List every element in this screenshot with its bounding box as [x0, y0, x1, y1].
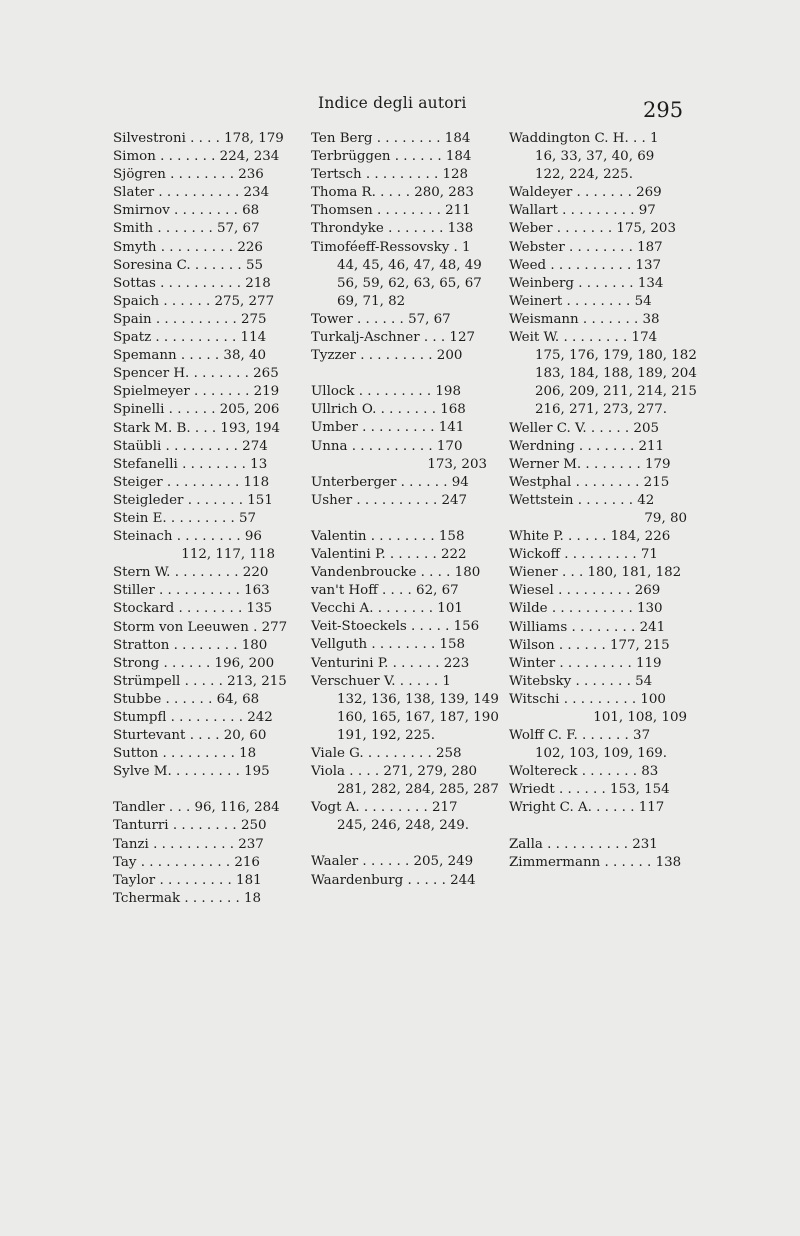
index-entry: Thomsen . . . . . . . . 211 — [311, 203, 471, 219]
index-entry: Viale G. . . . . . . . . 258 — [311, 746, 462, 761]
index-entry: White P. . . . . . 184, 226 — [509, 529, 671, 545]
index-entry: Weller C. V. . . . . . 205 — [509, 420, 659, 436]
index-entry: Weismann . . . . . . . 38 — [509, 311, 660, 327]
index-entry: Silvestroni . . . . 178, 179 — [113, 131, 284, 146]
index-entry: Viola . . . . 271, 279, 280 — [311, 764, 478, 780]
index-entry: Spinelli . . . . . . 205, 206 — [113, 402, 280, 418]
index-entry: Ten Berg . . . . . . . . 184 — [311, 131, 471, 146]
index-entry: van't Hoff . . . . 62, 67 — [311, 583, 459, 599]
index-entry: Stiller . . . . . . . . . . 163 — [113, 583, 270, 599]
index-entry: Ullrich O. . . . . . . . 168 — [311, 402, 466, 418]
index-entry-continuation: 112, 117, 118 — [181, 547, 275, 563]
index-entry: Wilson . . . . . . 177, 215 — [509, 637, 670, 653]
index-entry: Stark M. B. . . . 193, 194 — [113, 420, 281, 436]
index-entry-continuation: 281, 282, 284, 285, 287 — [337, 782, 499, 798]
index-column-1 — [113, 130, 288, 908]
index-entry: Stefanelli . . . . . . . . 13 — [113, 456, 268, 472]
index-entry: Williams . . . . . . . . 241 — [509, 619, 666, 635]
index-entry: Terbrüggen . . . . . . 184 — [311, 149, 472, 165]
index-entry: Wriedt . . . . . . 153, 154 — [509, 782, 670, 798]
index-entry: Ullock . . . . . . . . . 198 — [311, 384, 461, 400]
index-entry: Vellguth . . . . . . . . 158 — [311, 637, 466, 653]
index-entry: Tyzzer . . . . . . . . . 200 — [311, 348, 463, 364]
page-number: 295 — [643, 98, 684, 122]
index-entry: Weit W. . . . . . . . . 174 — [509, 330, 658, 346]
index-entry: Thoma R. . . . . 280, 283 — [311, 185, 474, 201]
index-entry-continuation: 173, 203 — [427, 456, 487, 472]
index-entry-continuation: 245, 246, 248, 249. — [337, 818, 470, 834]
index-entry: Storm von Leeuwen . 277 — [113, 619, 288, 635]
index-entry: Wolff C. F. . . . . . . 37 — [509, 728, 651, 744]
index-entry: Throndyke . . . . . . . 138 — [311, 221, 474, 237]
index-entry: Witebsky . . . . . . . 54 — [509, 673, 653, 689]
index-entry: Wickoff . . . . . . . . . 71 — [509, 547, 658, 563]
index-entry: Sturtevant . . . . 20, 60 — [113, 728, 267, 744]
index-entry: Webster . . . . . . . . 187 — [509, 239, 663, 255]
letter-section-gap — [311, 365, 487, 383]
index-entry: Zalla . . . . . . . . . . 231 — [509, 836, 658, 852]
index-entry: Waldeyer . . . . . . . 269 — [509, 185, 662, 201]
index-entry: Zimmermann . . . . . . 138 — [509, 854, 682, 870]
index-entry: Verschuer V. . . . . . 1 — [311, 673, 451, 689]
index-entry: Waardenburg . . . . . 244 — [311, 872, 476, 888]
letter-section-gap — [311, 835, 487, 853]
index-entry: Steiger . . . . . . . . . 118 — [113, 474, 270, 490]
index-entry: Smyth . . . . . . . . . 226 — [113, 239, 263, 255]
index-entry: Tower . . . . . . 57, 67 — [311, 311, 451, 327]
index-entry: Wright C. A. . . . . . 117 — [509, 800, 665, 816]
index-entry-continuation: 183, 184, 188, 189, 204 — [535, 366, 697, 382]
index-entry-continuation: 56, 59, 62, 63, 65, 67 — [337, 275, 482, 291]
index-entry: Spaich . . . . . . 275, 277 — [113, 293, 275, 309]
index-entry: Wettstein . . . . . . . 42 — [509, 492, 655, 508]
index-entry: Unna . . . . . . . . . . 170 — [311, 438, 463, 454]
letter-section-gap — [509, 818, 687, 836]
index-entry: Sylve M. . . . . . . . . 195 — [113, 764, 270, 780]
index-entry-continuation: 160, 165, 167, 187, 190 — [337, 709, 499, 725]
index-entry-continuation: 102, 103, 109, 169. — [535, 746, 668, 762]
index-entry: Wiesel . . . . . . . . . 269 — [509, 583, 661, 599]
index-entry: Weinberg . . . . . . . 134 — [509, 275, 664, 291]
index-entry-continuation: 206, 209, 211, 214, 215 — [535, 384, 697, 400]
index-entry: Timoféeff-Ressovsky . 1 — [311, 239, 471, 255]
index-entry: Tandler . . . 96, 116, 284 — [113, 800, 280, 816]
index-entry: Winter . . . . . . . . . 119 — [509, 655, 662, 671]
index-entry: Spain . . . . . . . . . . 275 — [113, 311, 267, 327]
index-entry: Valentin . . . . . . . . 158 — [311, 528, 465, 544]
index-entry: Staübli . . . . . . . . . 274 — [113, 438, 268, 454]
index-entry: Werner M. . . . . . . . 179 — [509, 456, 671, 472]
index-entry: Wilde . . . . . . . . . . 130 — [509, 601, 663, 617]
index-entry-continuation: 79, 80 — [644, 510, 687, 526]
letter-section-gap — [113, 781, 275, 799]
index-entry: Weed . . . . . . . . . . 137 — [509, 257, 662, 273]
index-entry: Werdning . . . . . . . 211 — [509, 438, 665, 454]
index-entry-continuation: 16, 33, 37, 40, 69 — [535, 149, 655, 165]
index-entry: Stockard . . . . . . . . 135 — [113, 601, 273, 617]
index-entry: Venturini P. . . . . . . 223 — [311, 655, 470, 671]
index-entry: Waaler . . . . . . 205, 249 — [311, 854, 474, 870]
index-entry: Steigleder . . . . . . . 151 — [113, 492, 273, 508]
index-entry: Soresina C. . . . . . . 55 — [113, 257, 263, 273]
index-entry: Veit-Stoeckels . . . . . 156 — [311, 619, 480, 635]
index-entry: Vecchi A. . . . . . . . 101 — [311, 601, 463, 617]
index-entry: Vogt A. . . . . . . . . 217 — [311, 800, 458, 816]
index-entry: Stein E. . . . . . . . . 57 — [113, 510, 257, 526]
index-entry: Stubbe . . . . . . 64, 68 — [113, 691, 260, 707]
index-entry: Tchermak . . . . . . . 18 — [113, 890, 262, 906]
index-entry: Umber . . . . . . . . . 141 — [311, 420, 465, 436]
index-entry: Smirnov . . . . . . . . 68 — [113, 203, 260, 219]
running-header-title: Indice degli autori — [318, 94, 467, 112]
index-entry: Simon . . . . . . . 224, 234 — [113, 149, 280, 165]
index-entry: Westphal . . . . . . . . 215 — [509, 474, 670, 490]
index-entry: Sutton . . . . . . . . . 18 — [113, 746, 257, 762]
index-entry: Stratton . . . . . . . . 180 — [113, 637, 268, 653]
index-entry: Turkalj-Aschner . . . 127 — [311, 330, 475, 346]
index-entry: Weber . . . . . . . 175, 203 — [509, 221, 676, 237]
index-entry: Tanzi . . . . . . . . . . 237 — [113, 836, 264, 852]
index-column-3 — [509, 130, 697, 872]
index-entry: Woltereck . . . . . . . 83 — [509, 764, 659, 780]
letter-section-gap — [311, 510, 487, 528]
index-entry: Sjögren . . . . . . . . 236 — [113, 167, 264, 183]
index-entry: Spemann . . . . . 38, 40 — [113, 348, 267, 364]
index-entry-continuation: 175, 176, 179, 180, 182 — [535, 348, 697, 364]
index-entry: Usher . . . . . . . . . . 247 — [311, 492, 468, 508]
index-entry: Wiener . . . 180, 181, 182 — [509, 565, 682, 581]
index-entry: Spatz . . . . . . . . . . 114 — [113, 330, 267, 346]
index-entry: Wallart . . . . . . . . . 97 — [509, 203, 656, 219]
index-entry: Weinert . . . . . . . . 54 — [509, 293, 652, 309]
index-entry: Sottas . . . . . . . . . . 218 — [113, 275, 271, 291]
index-entry-continuation: 69, 71, 82 — [337, 293, 406, 309]
index-entry-continuation: 122, 224, 225. — [535, 167, 633, 183]
index-entry-continuation: 216, 271, 273, 277. — [535, 402, 668, 418]
index-entry: Unterberger . . . . . . 94 — [311, 474, 469, 490]
index-entry: Steinach . . . . . . . . 96 — [113, 529, 262, 545]
index-entry: Strong . . . . . . 196, 200 — [113, 655, 275, 671]
index-entry: Spielmeyer . . . . . . . 219 — [113, 384, 280, 400]
index-entry: Vandenbroucke . . . . 180 — [311, 565, 481, 581]
index-entry-continuation: 191, 192, 225. — [337, 727, 435, 743]
index-entry: Tertsch . . . . . . . . . 128 — [311, 167, 469, 183]
index-entry: Stern W. . . . . . . . . 220 — [113, 565, 269, 581]
index-entry-continuation: 44, 45, 46, 47, 48, 49 — [337, 257, 482, 273]
index-entry: Strümpell . . . . . 213, 215 — [113, 673, 287, 689]
index-entry: Tay . . . . . . . . . . . 216 — [113, 854, 260, 870]
index-entry: Smith . . . . . . . 57, 67 — [113, 221, 260, 237]
index-entry: Spencer H. . . . . . . . 265 — [113, 366, 279, 382]
index-entry: Taylor . . . . . . . . . 181 — [113, 872, 262, 888]
index-entry-continuation: 132, 136, 138, 139, 149 — [337, 691, 499, 707]
index-entry-continuation: 101, 108, 109 — [593, 710, 687, 725]
index-entry: Stumpfl . . . . . . . . . 242 — [113, 710, 273, 725]
index-column-2 — [311, 130, 499, 890]
index-entry: Waddington C. H. . . 1 — [509, 131, 659, 146]
index-entry: Witschi . . . . . . . . . 100 — [509, 691, 666, 707]
index-entry: Valentini P. . . . . . . 222 — [311, 546, 467, 562]
index-entry: Slater . . . . . . . . . . 234 — [113, 185, 270, 201]
index-entry: Tanturri . . . . . . . . 250 — [113, 818, 267, 834]
